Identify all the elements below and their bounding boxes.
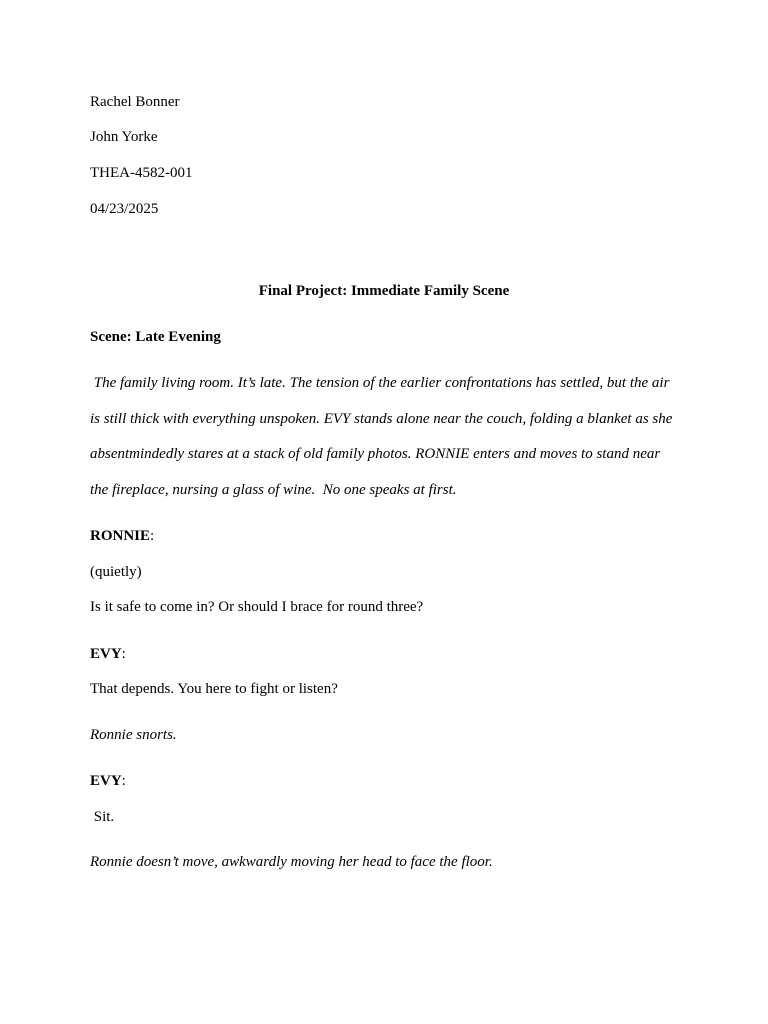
character-cue-evy: [90, 771, 126, 791]
character-cue-ronnie: [90, 526, 154, 546]
document-title: Final Project: Immediate Family Scene: [258, 283, 510, 299]
character-cue-evy: [90, 644, 126, 664]
stage-direction-line-2: is still thick with everything unspoken. EVY stands alone near the couch, folding a blanket as she: [90, 411, 673, 427]
parenthetical: (quietly): [90, 564, 142, 580]
stage-direction-line-3: absentmindedly stares at a stack of old family photos. RONNIE enters and moves to stand near: [90, 446, 661, 462]
course-code: THEA-4582-001: [90, 165, 193, 181]
character-name: EVY: [90, 773, 122, 789]
cue-colon: :: [150, 528, 155, 544]
stage-direction: Ronnie snorts.: [90, 727, 177, 743]
stage-direction-line-1: The family living room. It’s late. The tension of the earlier confrontations has settled, but the air: [90, 375, 670, 391]
cue-colon: :: [121, 773, 126, 789]
cue-colon: :: [121, 646, 126, 662]
date: 04/23/2025: [90, 201, 159, 217]
stage-direction-line-4: the fireplace, nursing a glass of wine. No one speaks at first.: [90, 482, 457, 498]
character-name: RONNIE: [90, 528, 151, 544]
stage-direction: Ronnie doesn’t move, awkwardly moving her head to face the floor.: [90, 854, 493, 870]
dialogue-line: That depends. You here to fight or listen?: [90, 681, 338, 697]
dialogue-line: Sit.: [90, 809, 115, 825]
character-name: EVY: [90, 646, 122, 662]
scene-heading: Scene: Late Evening: [90, 329, 221, 345]
dialogue-line: Is it safe to come in? Or should I brace for round three?: [90, 599, 424, 615]
document-page: [90, 0, 690, 1024]
instructor-name: John Yorke: [90, 129, 158, 145]
student-name: Rachel Bonner: [90, 94, 180, 110]
